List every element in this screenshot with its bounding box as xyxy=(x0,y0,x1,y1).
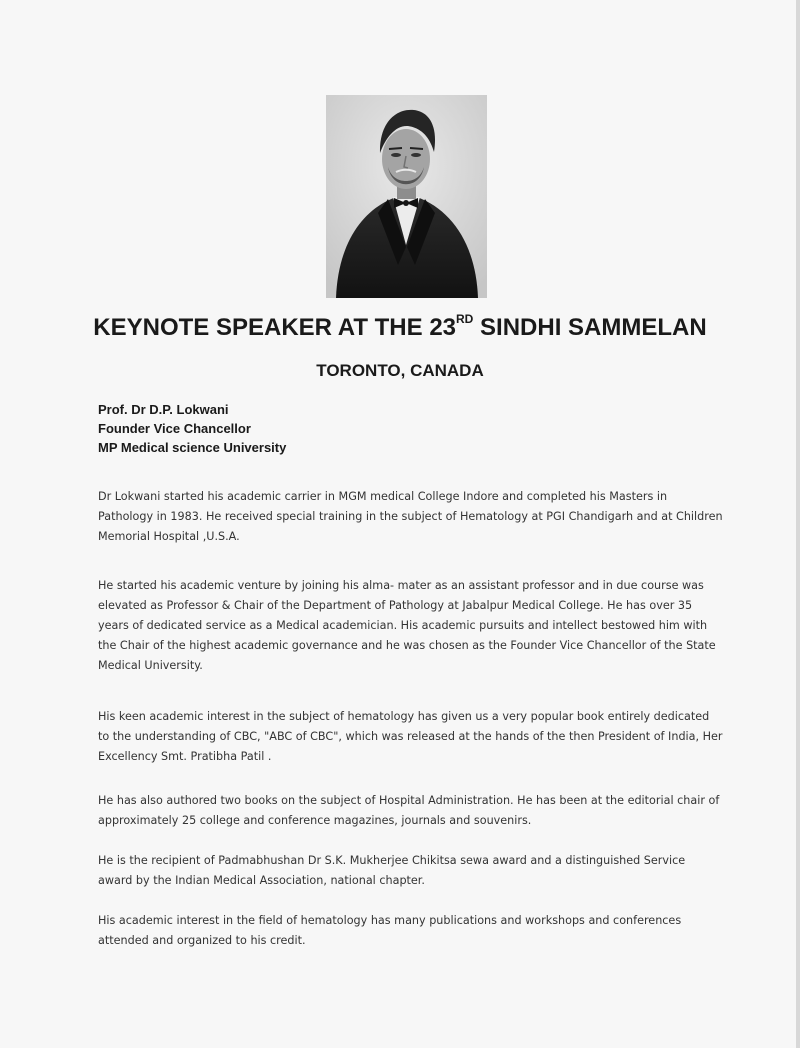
author-name: Prof. Dr D.P. Lokwani xyxy=(98,402,229,417)
page-edge-shadow xyxy=(796,0,800,1048)
speaker-portrait-photo xyxy=(326,95,487,298)
portrait-illustration xyxy=(326,95,487,298)
biography-paragraph-3: His keen academic interest in the subject of hematology has given us a very popular book entirely dedicated to the understanding of CBC, "ABC of CBC", which was released at the hands of the then President of India, Her Excellency Smt. Pratibha Patil . xyxy=(98,710,723,763)
heading-event-name: SINDHI SAMMELAN xyxy=(473,314,707,341)
biography-paragraph-5: He is the recipient of Padmabhushan Dr S.K. Mukherjee Chikitsa sewa award and a distinguished Service award by the Indian Medical Association, national chapter. xyxy=(98,854,686,887)
biography-paragraph-4: He has also authored two books on the subject of Hospital Administration. He has been at the editorial chair of approximately 25 college and conference magazines, journals and souvenirs. xyxy=(98,794,720,827)
heading-superscript: RD xyxy=(456,312,474,326)
biography-paragraph-2: He started his academic venture by joining his alma- mater as an assistant professor and in due course was elevated as Professor & Chair of the Department of Pathology at Jabalpur Medical College. He has over 35 years of dedicated service as a Medical academician. His academic pursuits and intellect bestowed him with the Chair of the highest academic governance and he was chosen as the Founder Vice Chancellor of the State Medical University. xyxy=(98,579,716,672)
biography-paragraph-6: His academic interest in the field of hematology has many publications and workshops and conferences attended and organized to his credit. xyxy=(98,914,682,947)
author-institution: MP Medical science University xyxy=(98,440,287,455)
author-block xyxy=(98,400,598,457)
author-role: Founder Vice Chancellor xyxy=(98,421,251,436)
keynote-heading xyxy=(0,314,800,342)
biography-paragraph-1: Dr Lokwani started his academic carrier in MGM medical College Indore and completed his Masters in Pathology in 1983. He received special training in the subject of Hematology at PGI Chandigarh and at Children Memorial Hospital ,U.S.A. xyxy=(98,490,723,543)
location-heading: TORONTO, CANADA xyxy=(316,361,484,380)
heading-main-text: KEYNOTE SPEAKER AT THE 23 xyxy=(93,314,457,341)
